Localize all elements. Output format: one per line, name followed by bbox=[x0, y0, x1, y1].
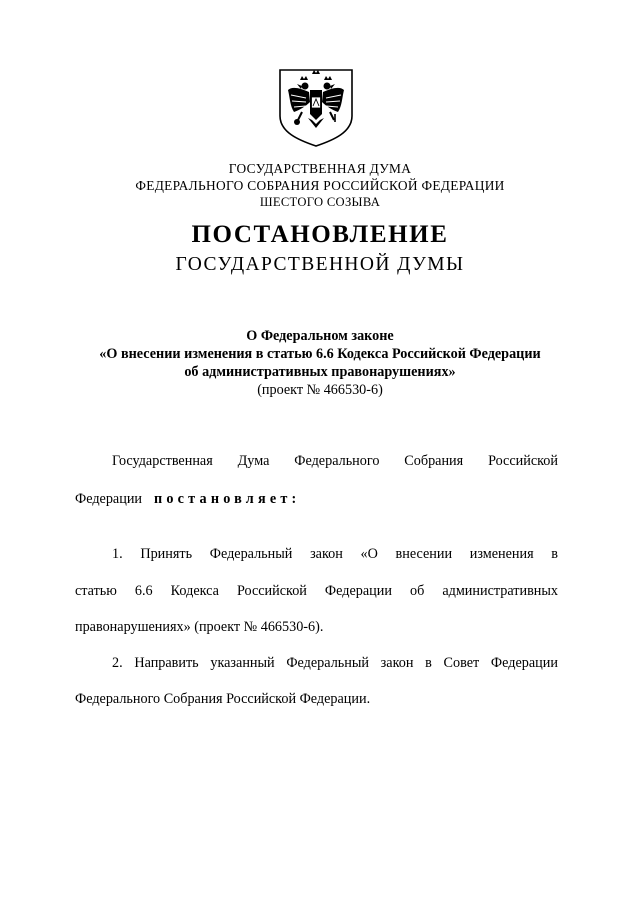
word: закон bbox=[380, 655, 414, 671]
header-line-convocation: ШЕСТОГО СОЗЫВА bbox=[259, 195, 381, 209]
subject-line-1: О Федеральном законе bbox=[246, 328, 394, 344]
subject-project-number: (проект № 466530-6) bbox=[257, 382, 383, 398]
word: статью bbox=[75, 583, 117, 599]
subject-line-3: об административных правонарушениях» bbox=[184, 364, 456, 380]
word: Федеральный bbox=[286, 655, 369, 671]
header-line-duma: ГОСУДАРСТВЕННАЯ ДУМА bbox=[228, 161, 412, 176]
word: в bbox=[425, 655, 432, 671]
word: об bbox=[409, 583, 425, 599]
word: 6.6 bbox=[134, 583, 153, 599]
word: Дума bbox=[237, 453, 270, 469]
word: Российской bbox=[488, 453, 558, 469]
item-2-line-2: Федерального Собрания Российской Федерации. bbox=[75, 691, 371, 707]
word: Федерального bbox=[294, 453, 380, 469]
header-line-federal-assembly: ФЕДЕРАЛЬНОГО СОБРАНИЯ РОССИЙСКОЙ ФЕДЕРАЦИИ bbox=[135, 178, 505, 193]
subject-line-2: «О внесении изменения в статью 6.6 Кодекса Российской Федерации bbox=[99, 346, 541, 362]
document-title: ПОСТАНОВЛЕНИЕ bbox=[191, 221, 449, 248]
resolves-word: постановляет: bbox=[154, 491, 301, 507]
word: внесении bbox=[395, 546, 453, 562]
word: Совет bbox=[443, 655, 480, 671]
word: изменения bbox=[469, 546, 534, 562]
word: Направить bbox=[134, 655, 199, 671]
word: в bbox=[551, 546, 558, 562]
word: Кодекса bbox=[170, 583, 219, 599]
word: Федерации bbox=[75, 491, 143, 507]
word: «О bbox=[360, 546, 378, 562]
item-1-line-2 bbox=[75, 582, 558, 600]
word: Принять bbox=[140, 546, 193, 562]
item-1-line-3: правонарушениях» (проект № 466530-6). bbox=[75, 619, 324, 635]
word: закон bbox=[310, 546, 343, 562]
word: Российской bbox=[236, 583, 307, 599]
word: Собрания bbox=[404, 453, 464, 469]
word: Федерации bbox=[324, 583, 392, 599]
document-subtitle: ГОСУДАРСТВЕННОЙ ДУМЫ bbox=[175, 254, 465, 275]
item-1-line-1 bbox=[112, 545, 558, 563]
word: Государственная bbox=[112, 453, 213, 469]
word: 2. bbox=[112, 655, 123, 671]
double-headed-eagle-icon bbox=[276, 66, 356, 148]
item-2-line-1 bbox=[112, 654, 558, 672]
preamble-line-2 bbox=[75, 490, 300, 508]
word: Федеральный bbox=[209, 546, 293, 562]
word: указанный bbox=[210, 655, 275, 671]
word: административных bbox=[442, 583, 558, 599]
word: 1. bbox=[112, 546, 123, 562]
preamble-line-1 bbox=[112, 452, 558, 470]
word: Федерации bbox=[490, 655, 558, 671]
